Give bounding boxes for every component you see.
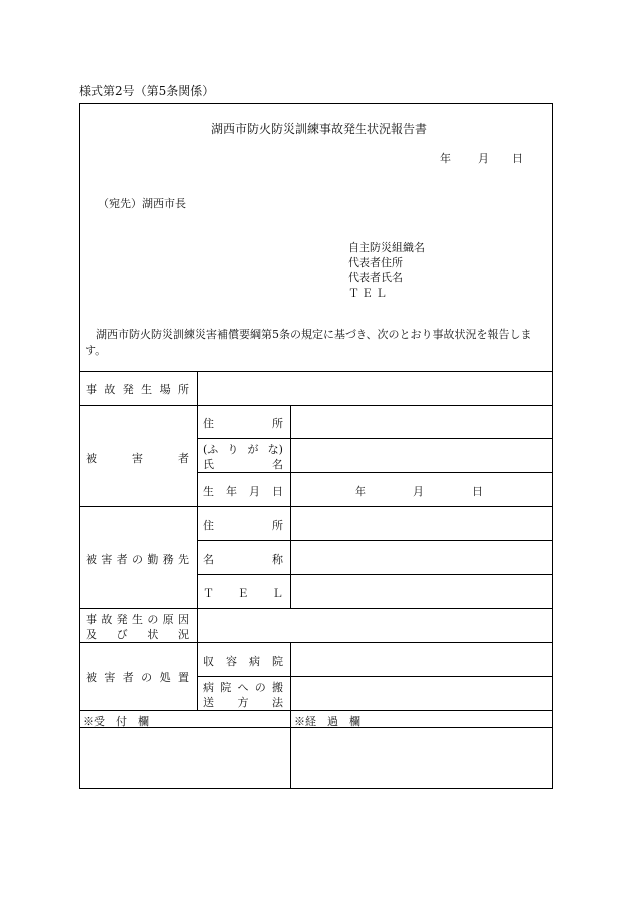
report-body-text: 湖西市防火防災訓練災害補償要綱第5条の規定に基づき、次のとおり事故状況を報告します。 bbox=[85, 328, 532, 357]
victim-name-label: 氏 名 bbox=[203, 458, 283, 471]
victim-label: 被 害 者 bbox=[86, 452, 189, 465]
workplace-name-label: 名 称 bbox=[203, 553, 283, 566]
table-line bbox=[197, 472, 553, 473]
table-line bbox=[197, 540, 553, 541]
form-number-label: 様式第2号（第5条関係） bbox=[79, 84, 215, 98]
victim-treatment-label: 被 害 者 の 処 置 bbox=[86, 671, 189, 684]
workplace-tel-label: Ｔ Ｅ Ｌ bbox=[203, 587, 283, 600]
report-title: 湖西市防火防災訓練事故発生状況報告書 bbox=[211, 122, 428, 136]
date-day-label: 日 bbox=[512, 152, 523, 165]
victim-address-label: 住 所 bbox=[203, 417, 283, 430]
birth-day-label: 日 bbox=[472, 485, 483, 498]
table-line bbox=[79, 642, 553, 643]
reporter-org-label: 自主防災組織名 bbox=[348, 241, 425, 254]
table-line bbox=[197, 371, 198, 710]
table-line bbox=[79, 710, 553, 711]
workplace-address-label: 住 所 bbox=[203, 519, 283, 532]
accident-location-label: 事 故 発 生 場 所 bbox=[86, 383, 189, 396]
date-month-label: 月 bbox=[478, 152, 489, 165]
table-line bbox=[197, 574, 553, 575]
victim-furigana-label: (ふ り が な) bbox=[203, 443, 283, 456]
birth-year-label: 年 bbox=[355, 485, 366, 498]
table-line bbox=[79, 506, 553, 507]
table-line bbox=[79, 405, 553, 406]
table-line bbox=[290, 642, 291, 789]
accident-circumstance-label: 及 び 状 況 bbox=[86, 628, 189, 641]
progress-column-label: ※経 過 欄 bbox=[294, 715, 360, 728]
reception-column-label: ※受 付 欄 bbox=[83, 715, 149, 728]
reporter-address-label: 代表者住所 bbox=[348, 256, 403, 269]
table-line bbox=[290, 405, 291, 608]
victim-birthdate-label: 生 年 月 日 bbox=[203, 485, 283, 498]
reporter-tel-label: ＴＥＬ bbox=[348, 287, 390, 300]
date-year-label: 年 bbox=[440, 152, 451, 165]
transport-method-label-2: 送 方 法 bbox=[203, 696, 283, 709]
victim-workplace-label: 被 害 者 の 勤 務 先 bbox=[86, 553, 189, 566]
hospital-label: 収 容 病 院 bbox=[203, 655, 283, 668]
reporter-name-label: 代表者氏名 bbox=[348, 271, 403, 284]
addressee: （宛先）湖西市長 bbox=[98, 197, 186, 210]
table-line bbox=[79, 371, 553, 372]
table-line bbox=[79, 608, 553, 609]
table-line bbox=[197, 676, 553, 677]
table-line bbox=[197, 438, 553, 439]
transport-method-label: 病 院 へ の 搬 bbox=[203, 681, 283, 694]
accident-cause-label: 事 故 発 生 の 原 因 bbox=[86, 613, 189, 626]
birth-month-label: 月 bbox=[413, 485, 424, 498]
